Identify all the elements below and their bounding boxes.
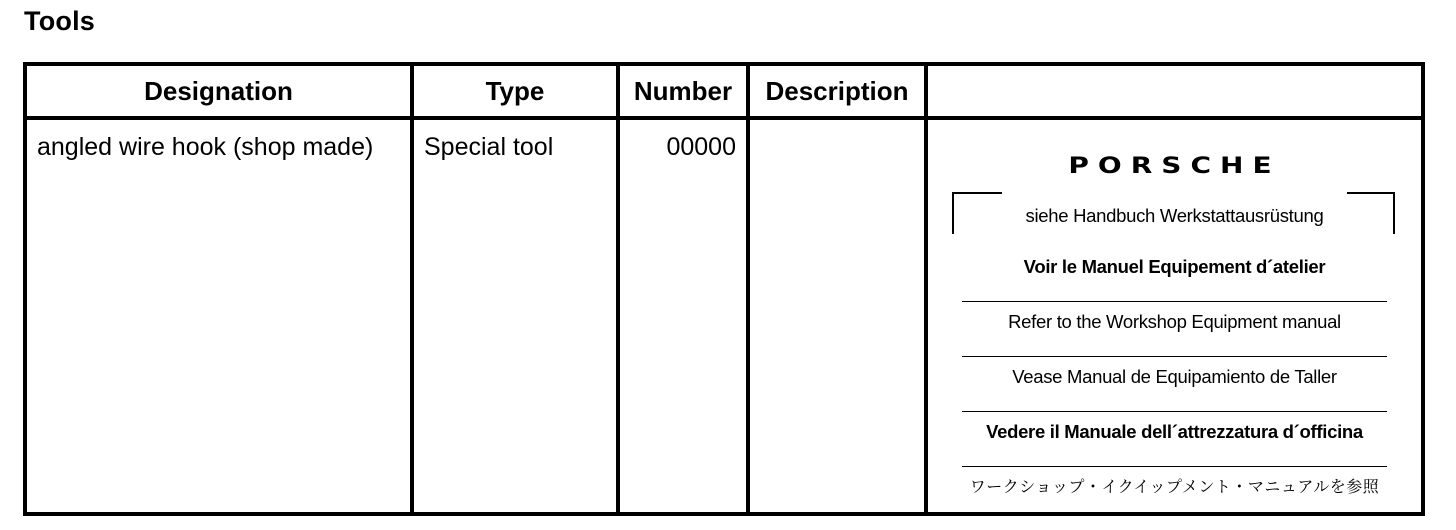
column-header-reference — [926, 64, 1423, 118]
reference-line-ja: ワークショップ・イクイップメント・マニュアルを参照 — [969, 477, 1380, 496]
reference-line-en: Refer to the Workshop Equipment manual — [928, 302, 1421, 357]
reference-line-de: siehe Handbuch Werkstattausrüstung — [928, 192, 1421, 247]
reference-lines — [928, 192, 1421, 522]
table-row — [25, 118, 1423, 514]
reference-line-es: Vease Manual de Equipamiento de Taller — [928, 357, 1421, 412]
porsche-logo: PORSCHE — [1068, 152, 1281, 179]
reference-line-it: Vedere il Manuale dell´attrezzatura d´officina — [928, 412, 1421, 467]
reference-cell — [926, 118, 1423, 514]
column-header-designation: Designation — [25, 64, 412, 118]
section-heading: Tools — [24, 6, 95, 36]
workshop-equipment-reference — [928, 120, 1421, 512]
designation-cell: angled wire hook (shop made) — [25, 118, 412, 514]
reference-line-fr: Voir le Manuel Equipement d´atelier — [928, 247, 1421, 302]
column-header-type: Type — [412, 64, 618, 118]
type-cell: Special tool — [412, 118, 618, 514]
table-header-row — [25, 64, 1423, 118]
column-header-number: Number — [618, 64, 748, 118]
column-header-description: Description — [748, 64, 926, 118]
number-cell: 00000 — [618, 118, 748, 514]
tools-table — [23, 62, 1425, 516]
description-cell — [748, 118, 926, 514]
